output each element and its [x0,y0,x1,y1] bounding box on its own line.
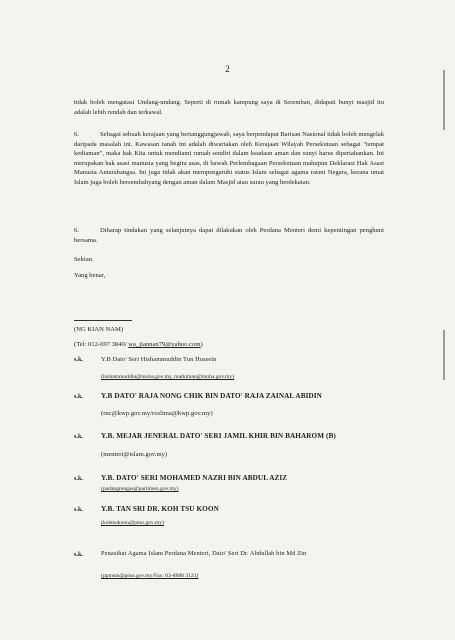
sk-label: s.k. [74,551,83,558]
cc-recipient-email: (kohtsukoon@pmo.gov.my) [101,520,164,526]
closing-sekian: Sekian. [74,256,94,263]
contact-email: wa_jiannan79@yahoo.com [128,341,201,348]
paragraph-number: 6. [74,227,79,234]
sk-label: s.k. [74,475,83,482]
cc-recipient-email: (hishammuddin@moha.gov.my, markiman@moha.gov.my) [101,374,235,380]
sk-label: s.k. [74,433,83,440]
scan-edge-mark [443,330,445,380]
page-number: 2 [225,64,230,74]
closing-yang-benar: Yang benar, [74,272,106,279]
sk-label: s.k. [74,506,83,513]
cc-recipient-email: (rnc@kwp.gov.my/roslima@kwp.gov.my) [101,410,213,417]
paragraph-text: Sebagai sebuah kerajaan yang bertanggungjawab, saya berpendapat Barisan Nasional tidak boleh mengelak daripada masalah ini. Kawasan tanah ini adalah diwartakan oleh Kerajaan Wilayah Persekutuan sebagai "tempat kediaman", maka hak Kita untuk mendiami rumah sendiri dalam keadaan aman dan sunyi harus dipertahankan. Ini merupakan hak asasi manusia yang begitu asas, di bawah Perlembagaan Persekutuan mahupun Deklarasi Hak Asasi Manusia Antarabangsa. Ini juga tidak akan mempengaruhi status Islam sebagai agama rasmi Negara, kerana umat Islam juga boleh bersembahyang dengan aman dalam Masjid atau surau yang berdekatan. [74,131,384,186]
cc-recipient-name: Y.B. MEJAR JENERAL DATO' SERI JAMIL KHIR BIN BAHAROM (B) [101,432,336,440]
sk-label: s.k. [74,356,83,363]
paragraph-6b [74,226,384,245]
paragraph-6a [74,130,384,188]
cc-recipient-email: (menteri@islam.gov.my) [101,451,168,458]
cc-recipient-name: Y.B DATO' RAJA NONG CHIK BIN DATO' RAJA ZAINAL ABIDIN [101,392,322,400]
cc-recipient-name: Penasihat Agama Islam Perdana Menteri, Dato' Seri Dr. Abdullah bin Md Zin [101,550,307,557]
scan-edge-mark [443,70,445,130]
signature-line [74,320,132,321]
paragraph-text: tidak boleh mengatasi Undang-undang. Seperti di rumah kampung saya di Seremban, didapati bunyi masjid itu adalah lebih rendah dan terkawal. [74,99,384,116]
signatory-name: (NG KIAN NAM) [74,326,124,333]
cc-recipient-email: (ppmsm@pmo.gov.my/Fax: 03-8888 3121) [101,573,199,579]
paragraph-text: Diharap tindakan yang selanjutnya dapat dilakukan oleh Perdana Menteri demi kepentingan penghuni bersama. [74,227,384,244]
paragraph-continuation [74,98,384,117]
contact-line: (Tel: 012-697 3840/ wa_jiannan79@yahoo.com) [74,341,203,348]
cc-recipient-email: (padangrengas@parlimen.gov.my) [101,486,179,492]
cc-recipient-name: Y.B. DATO' SERI MOHAMED NAZRI BIN ABDUL AZIZ [101,474,288,482]
cc-recipient-name: Y.B. TAN SRI DR. KOH TSU KOON [101,505,219,513]
paragraph-number: 6. [74,131,79,138]
sk-label: s.k. [74,393,83,400]
cc-recipient-name: Y.B Dato' Seri Hishammuddin Tun Hussein [101,356,217,363]
